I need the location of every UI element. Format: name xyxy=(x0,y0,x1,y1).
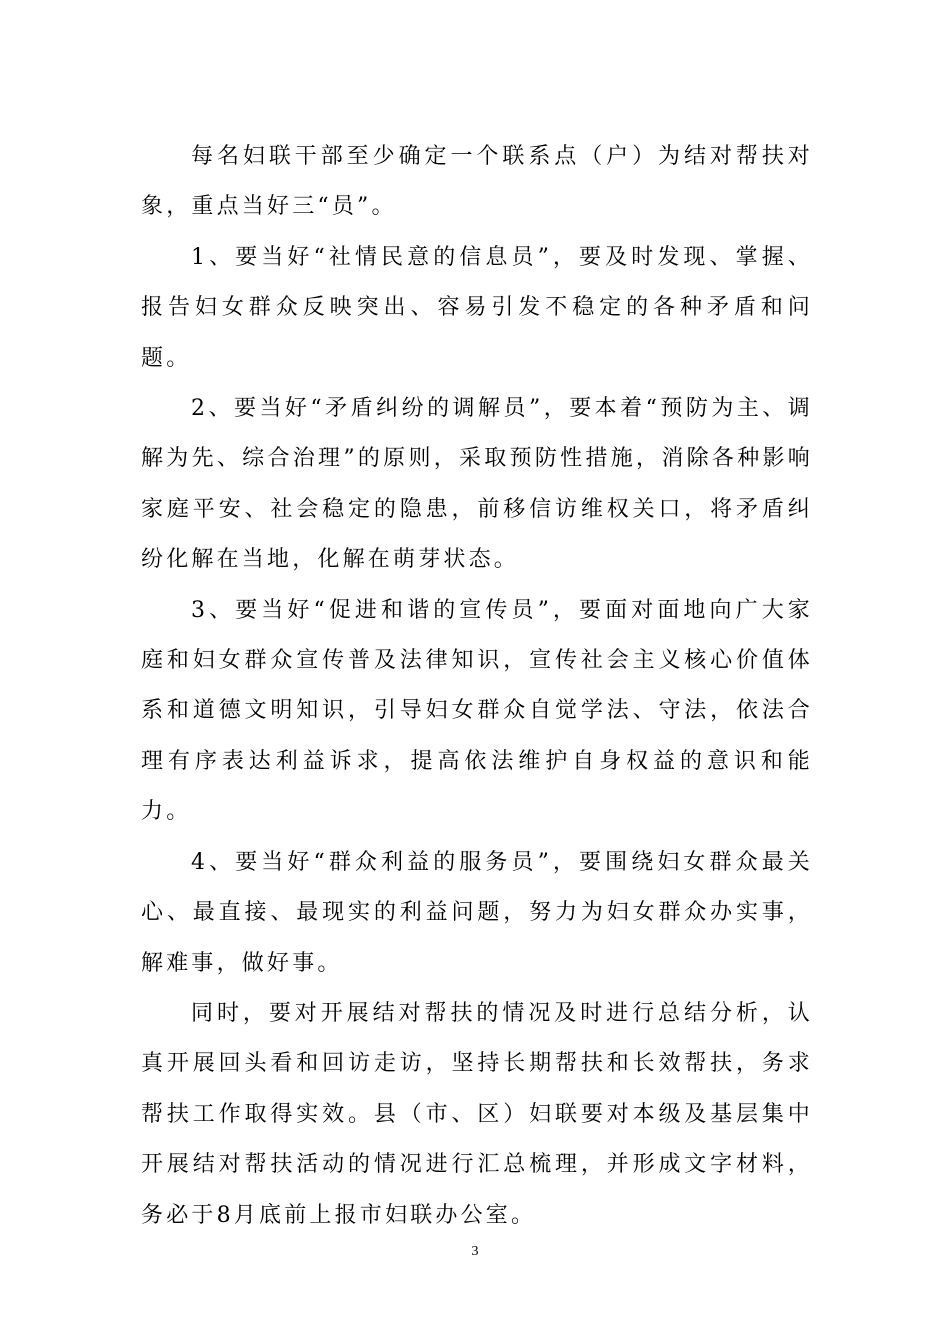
paragraph-item-1: 1、要当好“社情民意的信息员”，要及时发现、掌握、报告妇女群众反映突出、容易引发不稳定的各种矛盾和问题。 xyxy=(141,244,813,371)
paragraph-item-2: 2、要当好“矛盾纠纷的调解员”，要本着“预防为主、调解为先、综合治理”的原则，采取预防性措施，消除各种影响家庭平安、社会稳定的隐患，前移信访维权关口，将矛盾纠纷化解在当地，化解在萌芽状态。 xyxy=(141,396,813,573)
paragraph-intro: 每名妇联干部至少确定一个联系点（户）为结对帮扶对象，重点当好三“员”。 xyxy=(141,144,813,220)
paragraph-conclusion: 同时，要对开展结对帮扶的情况及时进行总结分析，认真开展回头看和回访走访，坚持长期帮扶和长效帮扶，务求帮扶工作取得实效。县（市、区）妇联要对本级及基层集中开展结对帮扶活动的情况进行汇总梳理，并形成文字材料，务必于8月底前上报市妇联办公室。 xyxy=(141,1000,813,1228)
document-body xyxy=(141,132,813,1241)
paragraph-item-4: 4、要当好“群众利益的服务员”，要围绕妇女群众最关心、最直接、最现实的利益问题，努力为妇女群众办实事，解难事，做好事。 xyxy=(141,849,813,976)
page-number: 3 xyxy=(471,1244,479,1259)
paragraph-item-3: 3、要当好“促进和谐的宣传员”，要面对面地向广大家庭和妇女群众宣传普及法律知识，宣传社会主义核心价值体系和道德文明知识，引导妇女群众自觉学法、守法，依法合理有序表达利益诉求，提高依法维护自身权益的意识和能力。 xyxy=(141,597,813,825)
